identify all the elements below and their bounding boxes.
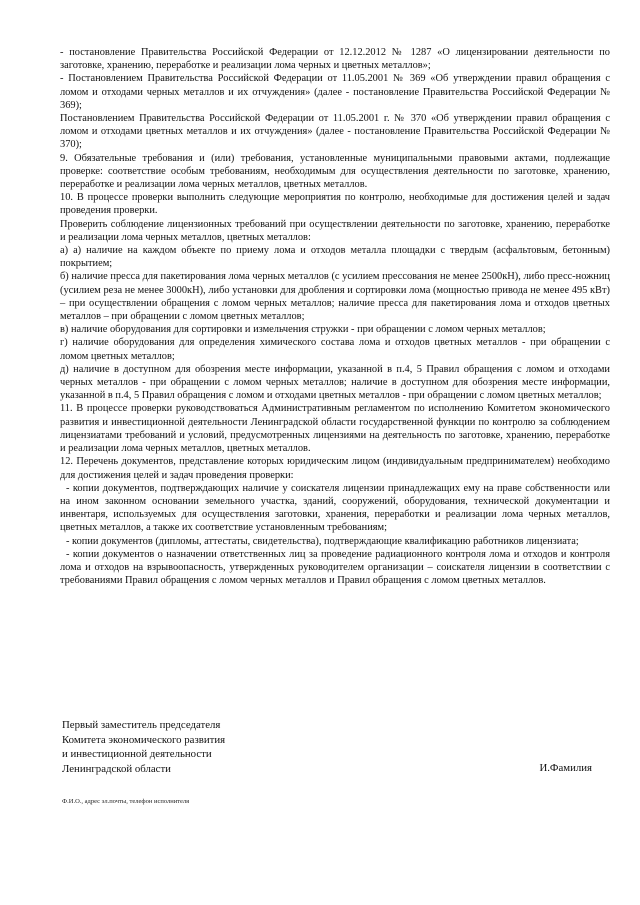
document-paragraph: - копии документов о назначении ответственных лиц за проведение радиационного контроля лома и отходов и контроля лома и отходов на взрывоопасность, утвержденных руководителем организации – соискателя лицензии в соответствии с требованиями Правил обращения с ломом черных металлов и Правил обращения с ломом цветных металлов. <box>60 548 610 587</box>
document-paragraph: - копии документов, подтверждающих наличие у соискателя лицензии принадлежащих ему на праве собственности или на ином законном основании земельного участка, зданий, сооружений, оборудования, технической документации и инвентаря, используемых для осуществления заготовки, хранения, переработки и реализации лома черных металлов, цветных металлов, а также их соответствие установленным требованиям; <box>60 482 610 534</box>
document-paragraph: - постановление Правительства Российской Федерации от 12.12.2012 № 1287 «О лицензировании деятельности по заготовке, хранению, переработке и реализации лома черных и цветных металлов»; <box>60 47 610 72</box>
document-paragraph: 9. Обязательные требования и (или) требования, установленные муниципальными правовыми актами, подлежащие проверке: соответствие особым требованиям, необходимым для осуществления деятельности по заготовке, хранению, переработке и реализации лома черных металлов, цветных металлов. <box>60 152 610 191</box>
document-paragraph: Проверить соблюдение лицензионных требований при осуществлении деятельности по заготовке, хранению, переработке и реализации лома черных металлов, цветных металлов: <box>60 218 610 243</box>
signatory-name: И.Фамилия <box>539 762 592 774</box>
document-paragraph: 10. В процессе проверки выполнить следующие мероприятия по контролю, необходимые для достижения целей и задач проведения проверки. <box>60 192 610 217</box>
document-body <box>60 46 610 587</box>
signature-block <box>62 718 610 776</box>
document-paragraph: - копии документов (дипломы, аттестаты, свидетельства), подтверждающие квалификацию работников лицензиата; <box>66 535 579 547</box>
signature-position-line: Комитета экономического развития <box>62 733 226 746</box>
document-paragraph: Постановлением Правительства Российской Федерации от 11.05.2001 г. № 370 «Об утверждении правил обращения с ломом и отходами цветных металлов и их отчуждения» (далее - постановление Правительства Российской Федерации № 370); <box>60 113 610 151</box>
signature-position-line: и инвестиционной деятельности <box>62 748 212 760</box>
document-paragraph: - Постановлением Правительства Российской Федерации от 11.05.2001 № 369 «Об утверждении правил обращения с ломом и отходами черных металлов и их отчуждения» (далее - постановление Правительства Российской Федерации № 369); <box>60 73 610 111</box>
document-paragraph: д) наличие в доступном для обозрения месте информации, указанной в п.4, 5 Правил обращения с ломом и отходами черных металлов - при обращении с ломом черных металлов; наличие в доступном для обозрения месте информации, указанной в п.4, 5 Правил обращения с ломом и отходами цветных металлов - при обращении с ломом цветных металлов; <box>60 363 610 402</box>
document-paragraph: 12. Перечень документов, представление которых юридическим лицом (индивидуальным предпринимателем) необходимо для достижения целей и задач проведения проверки: <box>60 456 610 481</box>
document-paragraph: г) наличие оборудования для определения химического состава лома и отходов цветных металлов - при обращении с ломом цветных металлов; <box>60 337 610 362</box>
signature-position-line: Первый заместитель председателя <box>62 719 221 731</box>
executor-contact-note: Ф.И.О., адрес эл.почты, телефон исполнителя <box>62 798 190 805</box>
signature-position-line: Ленинградской области <box>62 762 171 775</box>
document-paragraph: б) наличие пресса для пакетирования лома черных металлов (с усилием прессования не менее 2500кН), либо пресс-ножниц (усилием реза не менее 3000кН), либо установки для дробления и сортировки лома (мощностью привода не менее 495 кВт) – при осуществлении обращения с ломом черных металлов; наличие пресса для пакетирования лома и отходов цветных металлов – при обращении с ломом цветных металлов; <box>60 271 610 323</box>
document-paragraph: 11. В процессе проверки руководствоваться Административным регламентом по исполнению Комитетом экономического развития и инвестиционной деятельности Ленинградской области государственной функции по контролю за соблюдением лицензиатами требований и условий, предусмотренных лицензиями на деятельность по заготовке, хранению, переработке и реализации лома черных металлов, цветных металлов. <box>60 403 610 455</box>
document-paragraph: а) а) наличие на каждом объекте по приему лома и отходов металла площадки с твердым (асфальтовым, бетонным) покрытием; <box>60 245 610 270</box>
document-paragraph: в) наличие оборудования для сортировки и измельчения стружки - при обращении с ломом черных металлов; <box>60 324 546 336</box>
